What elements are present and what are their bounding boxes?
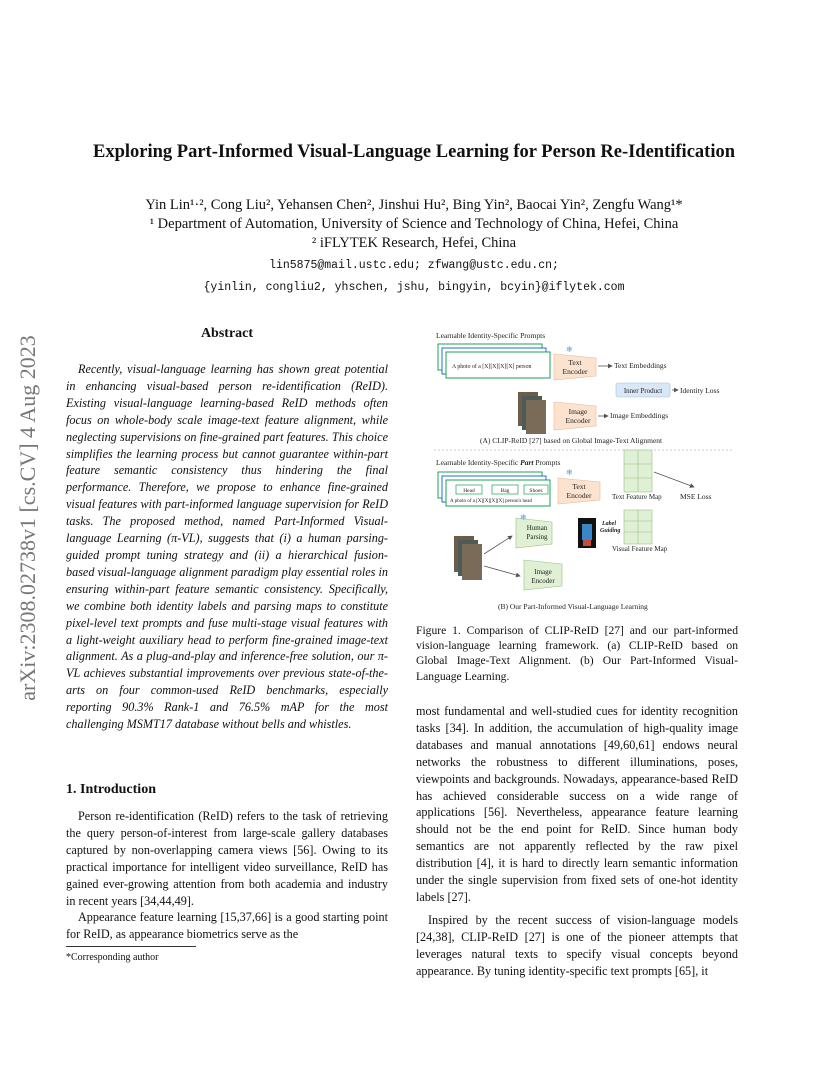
fig-a-image-embeddings: Image Embeddings [610,411,669,420]
footnote: *Corresponding author [66,952,159,963]
fig-a-prompt: A photo of a [X][X][X][X] person [452,364,532,370]
fig-b-tag-bag: Bag [500,488,510,494]
fig-b-caption: (B) Our Part-Informed Visual-Language Learning [498,602,648,611]
visual-feature-map-grid [624,510,652,544]
fig-b-label-guiding: Label Guiding [600,521,621,534]
abstract-body [66,361,388,733]
fig-a-image-encoder: Image Encoder [565,407,591,425]
fig-a-title: Learnable Identity-Specific Prompts [436,331,546,340]
fig-b-tag-head: Head [463,488,475,494]
fig-b-prompt: A photo of a [X][X][X][X] person's head [450,499,532,504]
arxiv-stamp: arXiv:2308.02738v1 [cs.CV] 4 Aug 2023 [15,335,40,701]
fig-a-text-embeddings: Text Embeddings [614,361,667,370]
author-block [0,196,828,297]
email-line-1: lin5875@mail.ustc.edu; zfwang@ustc.edu.cn; [269,259,559,272]
authors-line: Yin Lin¹·², Cong Liu², Yehansen Chen², Jinshui Hu², Bing Yin², Baocai Yin², Zengfu Wang¹* [145,197,683,213]
fig-b-text-encoder: Text Encoder [566,482,592,500]
snowflake-icon: ❄ [520,513,527,522]
footnote-rule [66,946,196,947]
right-column-body [416,703,738,980]
fig-b-tag-shoes: Shoes [529,488,543,494]
email-line-2: {yinlin, congliu2, yhschen, jshu, bingyin, bcyin}@iflytek.com [203,281,625,294]
fig-b-visual-feature-map: Visual Feature Map [612,545,668,553]
fig-a-identity-loss: Identity Loss [680,386,720,395]
figure-1 [416,322,738,618]
intro-heading: 1. Introduction [66,782,156,797]
fig-a-inner-product: Inner Product [623,387,663,395]
snowflake-icon: ❄ [566,468,573,477]
fig-b-image-encoder: Image Encoder [531,568,555,585]
affiliation-1: ¹ Department of Automation, University of Science and Technology of China, Hefei, China [149,216,679,232]
intro-paragraph-1: Person re-identification (ReID) refers to the task of retrieving the query person-of-interest from large-scale gallery databases captured by non-overlapping camera views [56]. Owing to its practical importance for intelligent video surveillance, ReID has gained ever-growing attention from both academia and industry in recent years [34,44,49]. [66,809,388,908]
abstract-heading: Abstract [200,326,254,341]
snowflake-icon: ❄ [566,345,573,354]
text-feature-map-grid [624,450,652,492]
paper-title: Exploring Part-Informed Visual-Language Learning for Person Re-Identification [92,142,735,162]
fig-b-text-feature-map: Text Feature Map [612,493,662,501]
intro-paragraph-2: Appearance feature learning [15,37,66] is a good starting point for ReID, as appearance biometrics serve as the [66,910,388,942]
figure-caption: Figure 1. Comparison of CLIP-ReID [27] and our part-informed vision-language learning framework. (a) CLIP-ReID based on Global Image-Text Alignment. (b) Our Part-Informed Visual-Language Learning. [416,624,738,683]
fig-a-text-encoder: Text Encoder [562,358,588,376]
intro-body [66,808,388,943]
right-paragraph-2: Inspired by the recent success of vision-language models [24,38], CLIP-ReID [27] is one of the pioneer attempts that leverages natural texts to specify visual concepts beyond appearance. By tuning identity-specific text prompts [65], it [416,912,738,978]
fig-b-mse-loss: MSE Loss [680,492,712,501]
fig-a-caption: (A) CLIP-ReID [27] based on Global Image-Text Alignment [480,436,663,445]
affiliation-2: ² iFLYTEK Research, Hefei, China [311,235,517,251]
right-paragraph-1: most fundamental and well-studied cues for identity recognition tasks [34]. In addition, the accumulation of high-quality image databases and manual annotations [49,60,61] endows neural networks the robustness to different illuminations, poses, viewpoints and backgrounds. Nowadays, appearance-based ReID has achieved considerable success on a wide range of applications [56]. Nevertheless, appearance feature learning should not be the end point for ReID. Since human body semantics are not apparently reflected by the raw pixel distribution [4], it is hard to directly learn semantic information under the single supervision from fixed sets of one-hot identity labels [27]. [416,704,738,904]
fig-b-title: Learnable Identity-Specific Part Prompts [436,458,561,467]
fig-b-human-parsing: Human Parsing [526,524,548,541]
abstract-text: Recently, visual-language learning has shown great potential in enhancing visual-based person re-identification (ReID). Existing visual-language learning-based ReID methods often focus on whole-body scale image-text feature alignment, while neglecting supervisions on fine-grained part features. This choice simplifies the learning process but cannot guarantee within-part feature semantic consistency thus hindering the final performance. Therefore, we propose to enhance fine-grained visual features with part-informed language supervision for ReID tasks. The proposed method, named Part-Informed Visual-language Learning (π-VL), suggests that (i) a human parsing-guided prompt tuning strategy and (ii) a hierarchical fusion-based visual-language alignment paradigm play essential roles in ensuring within-part feature semantic consistency. Specifically, we combine both identity labels and parsing maps to constitute pixel-level text prompts and fuse multi-stage visual features with a light-weight auxiliary head to perform fine-grained image-text alignment. As a plug-and-play and inference-free solution, our π-VL achieves substantial improvements over previous state-of-the-arts on four common-used ReID benchmarks, especially reporting 90.3% Rank-1 and 76.5% mAP for the most challenging MSMT17 database without bells and whistles. [66,362,388,732]
